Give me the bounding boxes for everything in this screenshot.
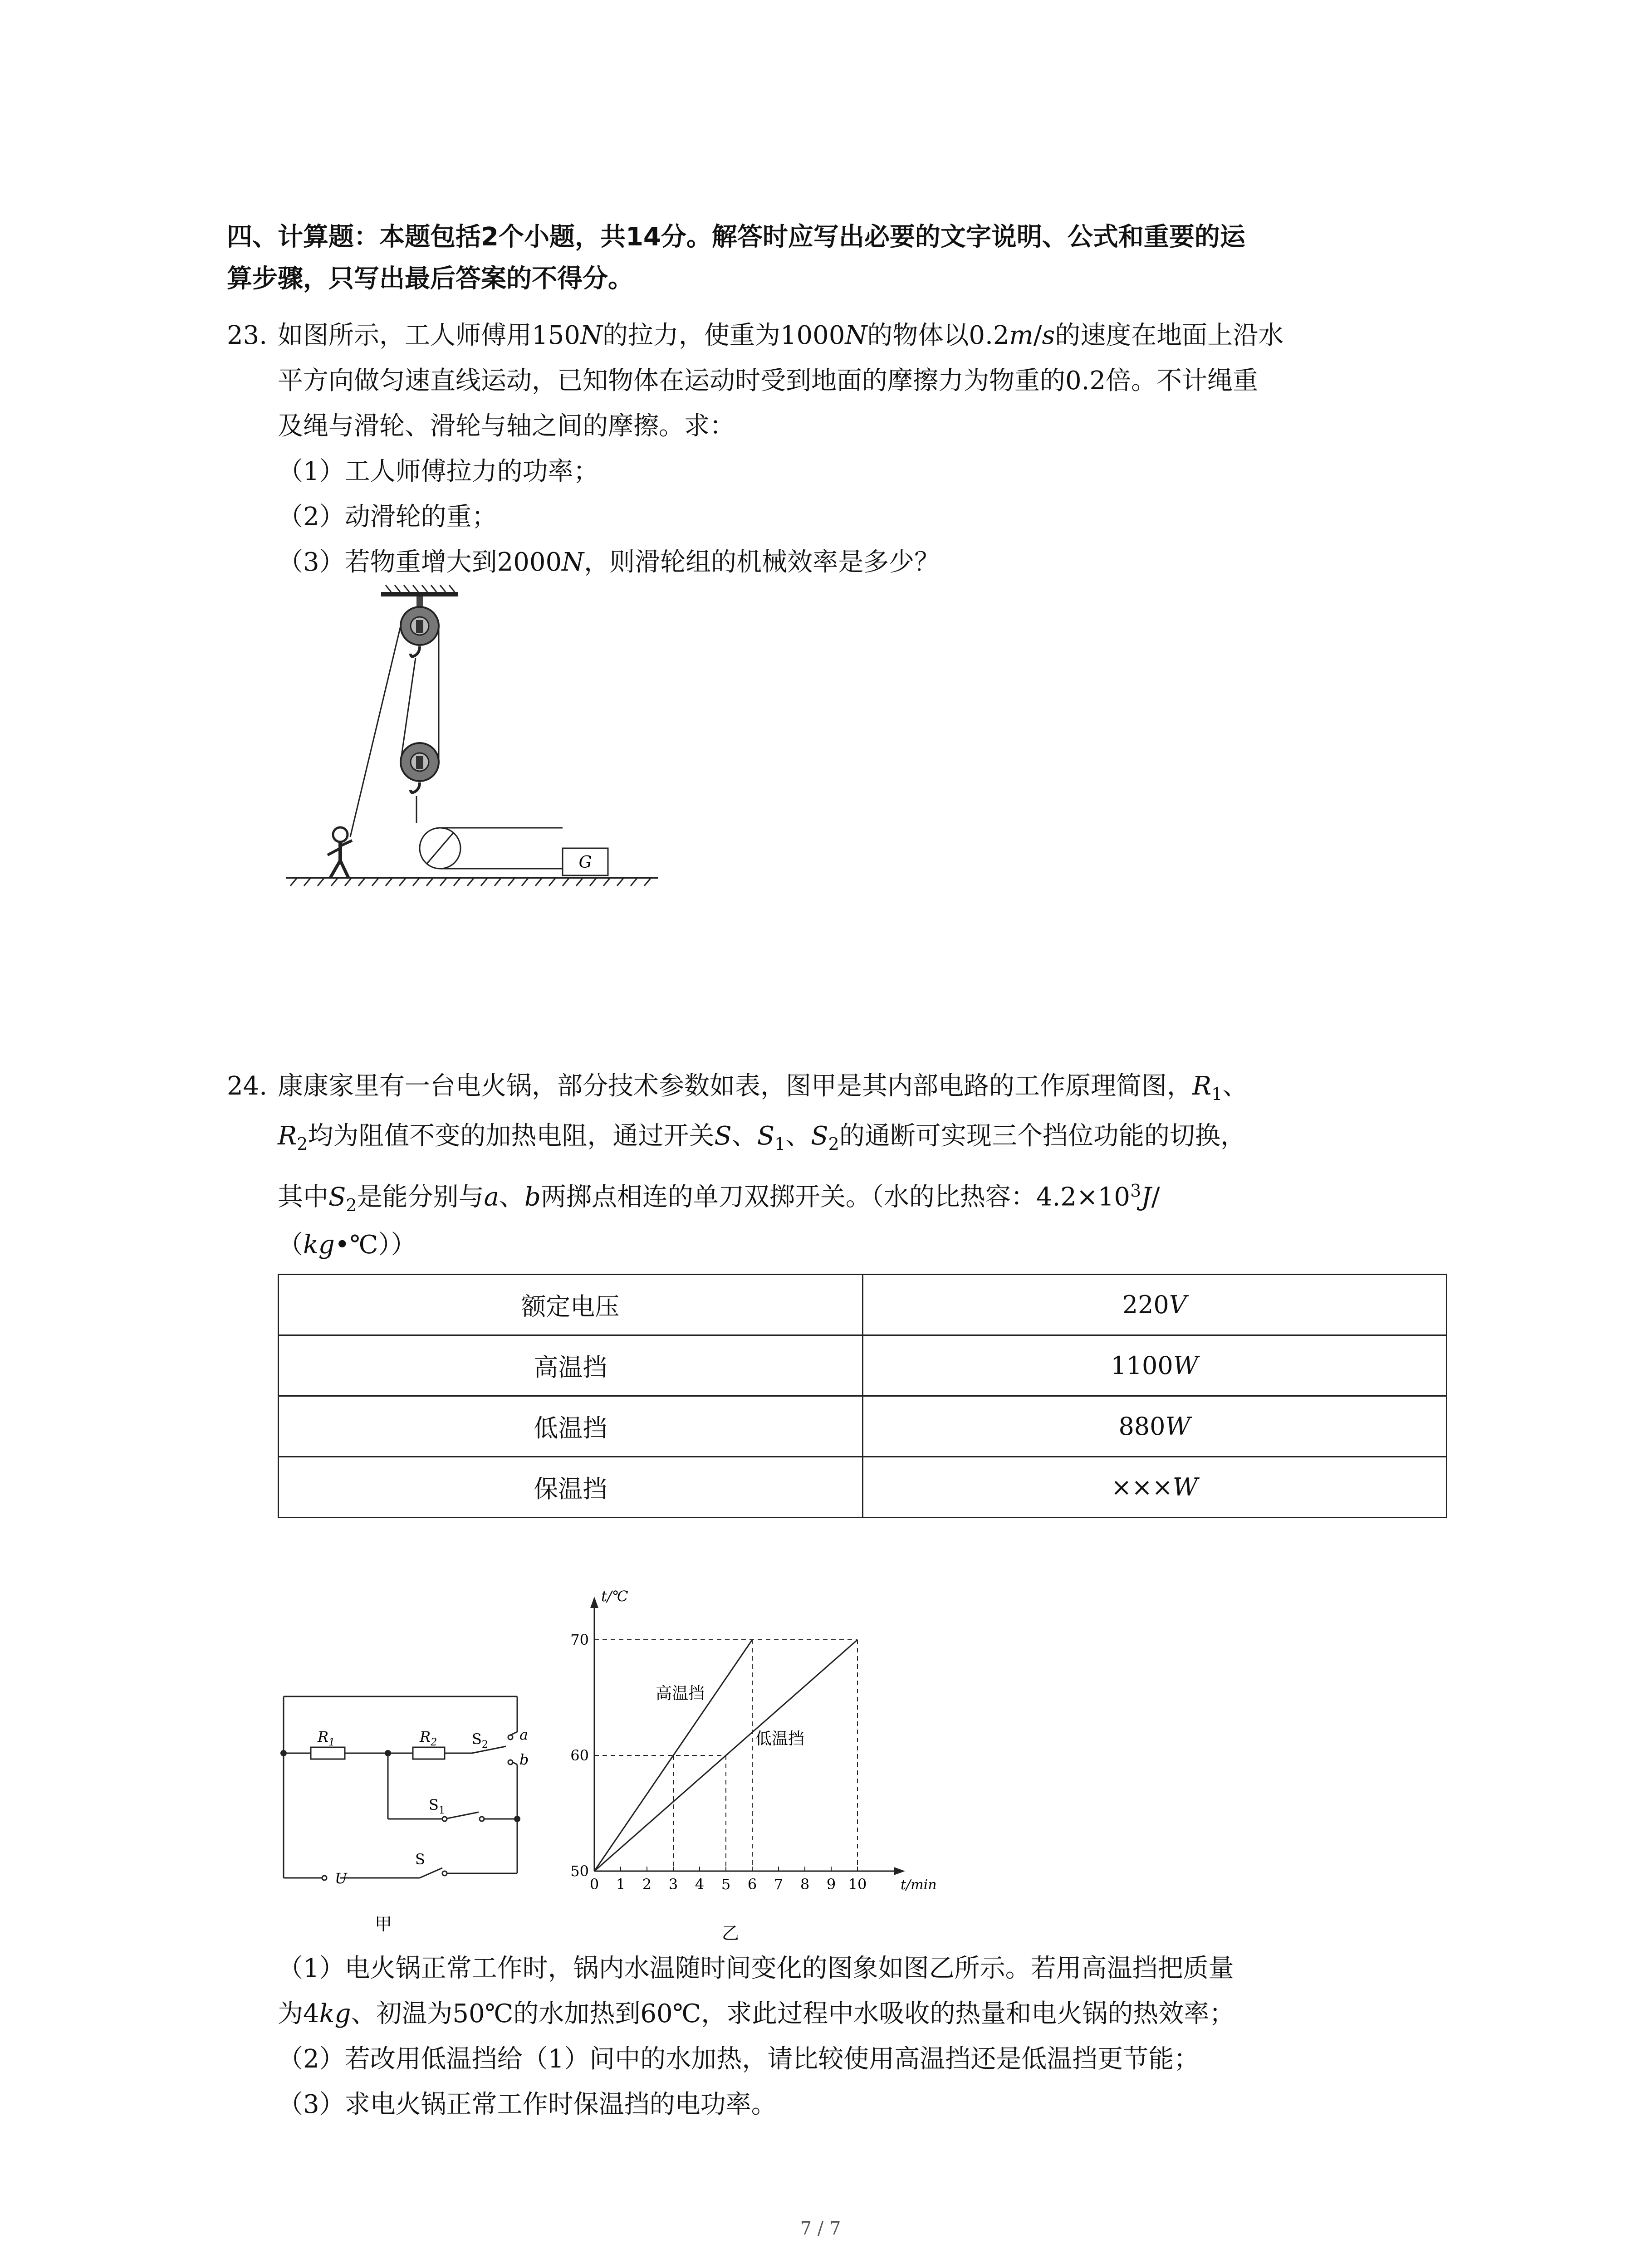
svg-text:R1: $R_1$	[318, 1728, 335, 1748]
table-row	[279, 1335, 1447, 1396]
q24-sub1-line2: 为4kg、初温为50℃的水加热到60℃，求此过程中水吸收的热量和电火锅的热效率；	[278, 1999, 1235, 2028]
svg-text:U: U	[335, 1870, 347, 1887]
svg-text:S: S	[415, 1851, 425, 1868]
x-tick-label: 8	[800, 1876, 810, 1893]
table-cell-value: 1100W	[862, 1335, 1447, 1396]
q23-sub2: （2）动滑轮的重；	[278, 502, 497, 532]
q24-sub3: （3）求电火锅正常工作时保温挡的电功率。	[278, 2090, 777, 2119]
x-axis-arrow	[894, 1867, 905, 1875]
circuit-diagram	[272, 1678, 535, 1960]
q24-line1: 康康家里有一台电火锅，部分技术参数如表，图甲是其内部电路的工作原理简图，$R_1$、	[278, 1071, 1248, 1105]
x-tick-label: 0	[589, 1876, 599, 1893]
table-cell-value: ×××W	[862, 1457, 1447, 1518]
section-title-line1: 四、计算题：本题包括2个小题，共14分。解答时应写出必要的文字说明、公式和重要的运	[227, 222, 1245, 252]
y-axis-label: t/℃	[601, 1588, 628, 1605]
table-row	[279, 1396, 1447, 1457]
table-cell-label: 高温挡	[279, 1335, 863, 1396]
q23-stem-line2: 平方向做匀速直线运动，已知物体在运动时受到地面的摩擦力为物重的0.2倍。不计绳重	[278, 366, 1259, 396]
y-tick-label: 60	[570, 1747, 589, 1764]
q24-number: 24.	[227, 1071, 268, 1101]
table-row	[279, 1457, 1447, 1518]
circuit-caption: 甲	[374, 1914, 392, 1934]
x-tick-label: 4	[695, 1876, 705, 1893]
y-tick-label: 70	[570, 1631, 589, 1648]
x-tick-label: 7	[774, 1876, 784, 1893]
series-line-low	[594, 1640, 857, 1871]
svg-text:a: a	[519, 1726, 529, 1743]
q24-line4: （kg•℃））	[278, 1230, 416, 1260]
x-tick-label: 5	[721, 1876, 731, 1893]
x-tick-label: 3	[668, 1876, 678, 1893]
table-cell-value: 220V	[862, 1275, 1447, 1335]
q24-line2: $R_2$均为阻值不变的加热电阻，通过开关S、$S_1$、$S_2$的通断可实现三个挡位功能的切换，	[278, 1121, 1246, 1154]
q23-number: 23.	[227, 321, 268, 350]
x-tick-label: 10	[848, 1876, 867, 1893]
table-cell-label: 额定电压	[279, 1275, 863, 1335]
x-tick-label: 9	[826, 1876, 836, 1893]
q23-stem-line3: 及绳与滑轮、滑轮与轴之间的摩擦。求：	[278, 411, 735, 441]
table-cell-value: 880W	[862, 1396, 1447, 1457]
parameter-table	[278, 1274, 1447, 1518]
q23-sub1: （1）工人师傅拉力的功率；	[278, 457, 599, 486]
q23-sub3: （3）若物重增大到2000N，则滑轮组的机械效率是多少？	[278, 547, 940, 577]
temperature-time-chart	[558, 1579, 966, 1960]
x-tick-label: 2	[642, 1876, 652, 1893]
section-title-line2: 算步骤，只写出最后答案的不得分。	[227, 264, 633, 293]
svg-text:S1: $S_1$	[429, 1796, 445, 1816]
q23-stem-line1: 如图所示，工人师傅用150N的拉力，使重为1000N的物体以0.2m/s的速度在地面上沿水	[278, 321, 1284, 350]
x-tick-label: 1	[616, 1876, 626, 1893]
table-cell-label: 保温挡	[279, 1457, 863, 1518]
table-cell-label: 低温挡	[279, 1396, 863, 1457]
x-axis-label: t/min	[901, 1877, 937, 1893]
q24-sub2: （2）若改用低温挡给（1）问中的水加热，请比较使用高温挡还是低温挡更节能；	[278, 2044, 1200, 2074]
y-axis-arrow	[590, 1597, 598, 1608]
pulley-system-figure	[272, 583, 681, 891]
svg-text:R2: $R_2$	[420, 1728, 437, 1748]
svg-text:b: b	[519, 1751, 529, 1768]
svg-text:S2: $S_2$	[472, 1730, 488, 1750]
series-line-high	[594, 1640, 752, 1871]
series-label-low: 低温挡	[755, 1730, 805, 1748]
x-tick-label: 6	[747, 1876, 757, 1893]
y-tick-label: 50	[570, 1862, 589, 1880]
block-g-label: G	[578, 853, 592, 872]
graph-caption: 乙	[721, 1923, 740, 1943]
q24-line3: 其中$S_2$是能分别与a、b两掷点相连的单刀双掷开关。（水的比热容：$4.2\times 10^3J/$	[278, 1181, 1160, 1215]
table-row	[279, 1275, 1447, 1335]
series-label-high: 高温挡	[656, 1684, 705, 1703]
page-number: 7 / 7	[800, 2218, 841, 2239]
q24-sub1-line1: （1）电火锅正常工作时，锅内水温随时间变化的图象如图乙所示。若用高温挡把质量	[278, 1954, 1234, 1983]
